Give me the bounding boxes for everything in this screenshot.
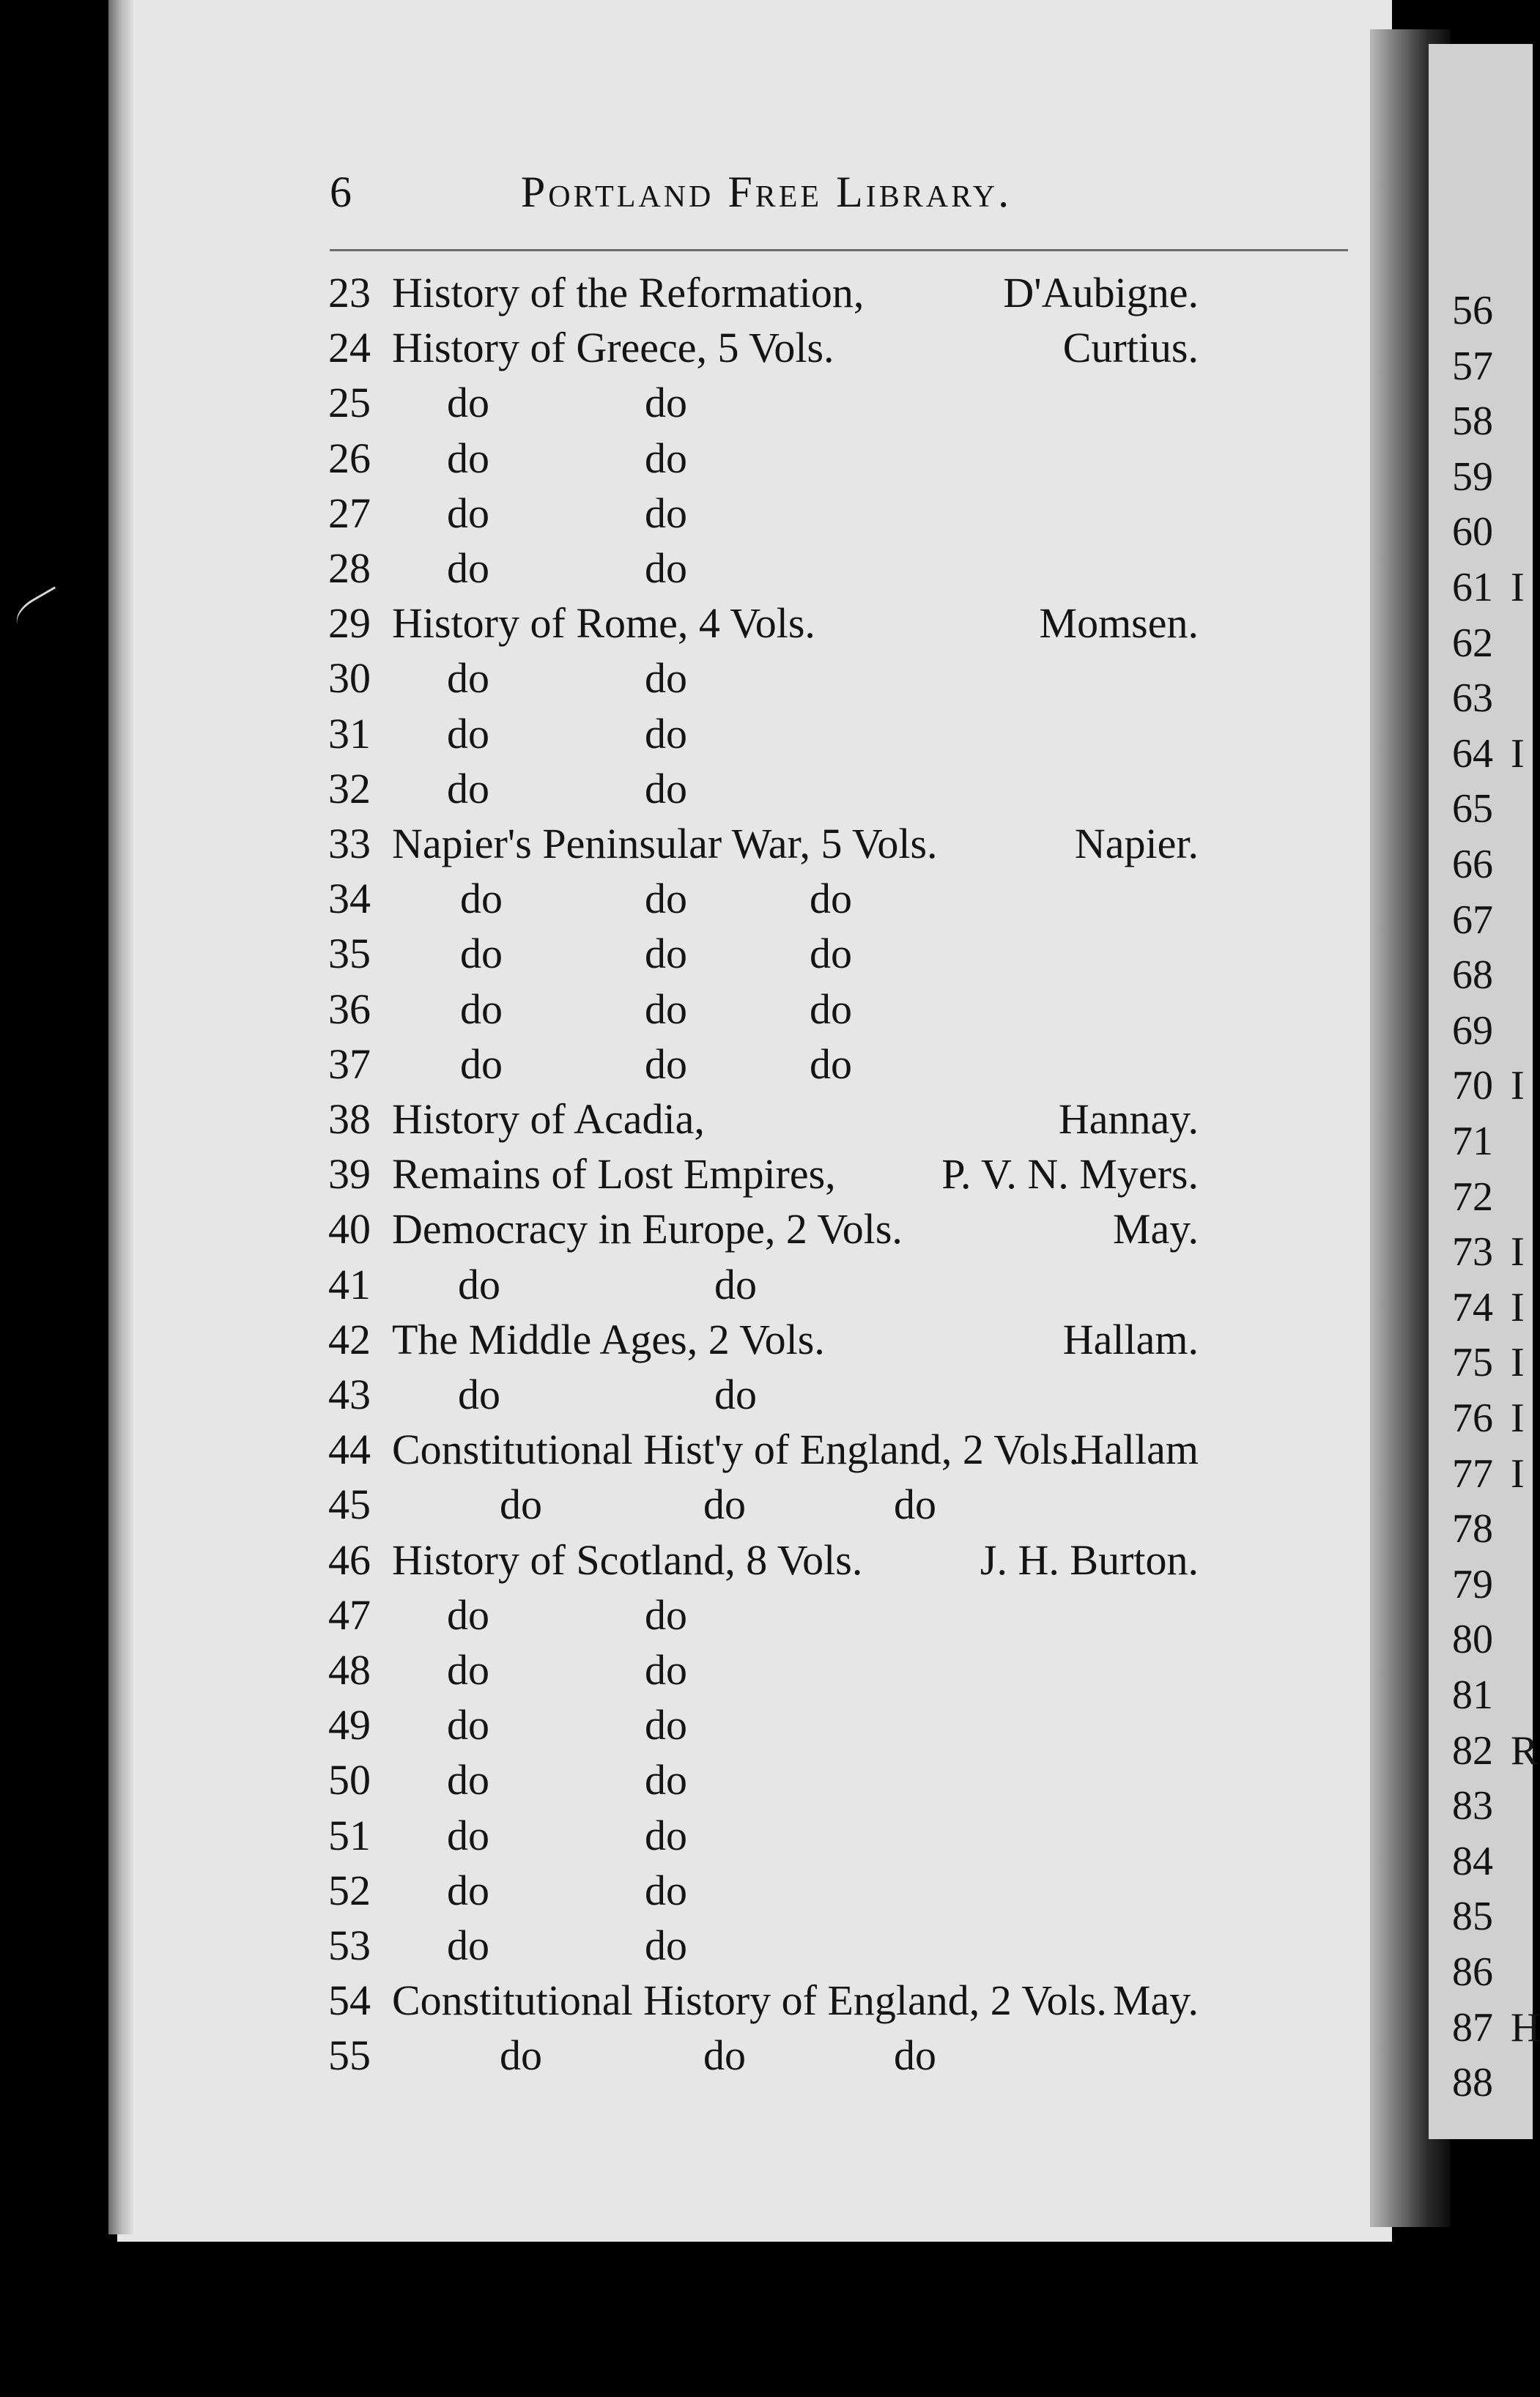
entry-title: Constitutional Hist'y of England, 2 Vols.: [392, 1426, 1079, 1474]
ditto-mark: do: [645, 875, 687, 923]
ditto-mark: do: [460, 985, 503, 1033]
entry-author: May.: [1112, 1976, 1199, 2025]
ditto-mark: do: [447, 1756, 489, 1804]
ditto-mark: do: [645, 985, 687, 1033]
ditto-mark: do: [447, 1811, 489, 1859]
facing-entry-fragment: I: [1511, 1340, 1525, 1386]
ditto-mark: do: [645, 1756, 687, 1804]
entry-number: 29: [328, 599, 371, 648]
entry-title: History of Acadia,: [392, 1095, 705, 1143]
ditto-mark: do: [645, 1701, 687, 1749]
facing-entry-number: 73: [1452, 1229, 1493, 1275]
ditto-mark: do: [447, 764, 489, 812]
ditto-mark: do: [645, 379, 687, 427]
facing-entry-number: 83: [1452, 1783, 1493, 1829]
entry-number: 51: [328, 1811, 371, 1859]
entry-number: 23: [328, 269, 371, 316]
ditto-mark: do: [645, 544, 687, 592]
facing-entry-number: 74: [1452, 1284, 1493, 1330]
entry-number: 37: [328, 1040, 371, 1088]
facing-entry-number: 67: [1452, 897, 1493, 943]
entry-number: 50: [328, 1756, 371, 1804]
ditto-mark: do: [447, 1922, 489, 1969]
ditto-mark: do: [810, 1040, 852, 1088]
entry-number: 36: [328, 985, 371, 1033]
facing-entry-number: 82: [1452, 1727, 1493, 1774]
ditto-mark: do: [645, 1811, 687, 1859]
facing-entry-number: 77: [1452, 1451, 1493, 1497]
ditto-mark: do: [500, 1481, 542, 1529]
ditto-mark: do: [645, 764, 687, 812]
ditto-mark: do: [714, 1260, 757, 1308]
entry-number: 46: [328, 1535, 371, 1584]
facing-entry-number: 71: [1452, 1119, 1493, 1164]
ditto-mark: do: [458, 1260, 500, 1308]
facing-entry-number: 69: [1452, 1007, 1493, 1053]
entry-number: 48: [328, 1646, 371, 1694]
facing-entry-fragment: I: [1511, 1396, 1525, 1441]
entry-number: 33: [328, 820, 371, 867]
entry-number: 31: [328, 709, 371, 757]
ditto-mark: do: [645, 489, 687, 537]
entry-title: Remains of Lost Empires,: [392, 1150, 836, 1198]
entry-author: Hannay.: [1058, 1095, 1199, 1143]
ditto-mark: do: [458, 1371, 500, 1418]
ditto-mark: do: [645, 930, 687, 978]
entry-number: 28: [328, 544, 371, 592]
ditto-mark: do: [645, 709, 687, 757]
facing-entry-number: 81: [1452, 1672, 1493, 1718]
entry-number: 40: [328, 1205, 371, 1253]
entry-number: 52: [328, 1866, 371, 1914]
facing-entry-number: 65: [1452, 786, 1493, 832]
entry-number: 38: [328, 1095, 371, 1143]
facing-entry-number: 59: [1452, 453, 1493, 500]
entry-title: Constitutional History of England, 2 Vols.: [392, 1976, 1107, 2025]
entry-author: D'Aubigne.: [1003, 269, 1199, 316]
facing-entry-fragment: I: [1511, 565, 1525, 610]
facing-entry-fragment: I: [1511, 1284, 1525, 1330]
facing-entry-fragment: I: [1511, 1063, 1525, 1109]
ditto-mark: do: [645, 1590, 687, 1639]
facing-entry-number: 62: [1452, 620, 1493, 666]
facing-entry-fragment: R: [1511, 1727, 1539, 1774]
entry-title: History of Rome, 4 Vols.: [392, 599, 815, 648]
entry-author: Curtius.: [1062, 324, 1199, 372]
facing-entry-number: 56: [1452, 288, 1493, 333]
ditto-mark: do: [894, 1481, 936, 1529]
running-head: Portland Free Library.: [520, 168, 1013, 216]
entry-number: 44: [328, 1426, 371, 1474]
facing-entry-number: 60: [1452, 509, 1493, 555]
ditto-mark: do: [500, 2031, 542, 2080]
entry-author: Momsen.: [1039, 599, 1199, 648]
ditto-mark: do: [645, 1646, 687, 1694]
ditto-mark: do: [645, 1922, 687, 1969]
entry-author: May.: [1112, 1205, 1199, 1253]
entry-number: 42: [328, 1315, 371, 1363]
ditto-mark: do: [447, 1590, 489, 1639]
entry-title: Napier's Peninsular War, 5 Vols.: [392, 820, 938, 867]
ditto-mark: do: [447, 1866, 489, 1914]
entry-number: 47: [328, 1590, 371, 1639]
entry-number: 55: [328, 2031, 371, 2080]
facing-entry-number: 61: [1452, 565, 1493, 610]
facing-entry-number: 86: [1452, 1949, 1493, 1995]
entry-author: Hallam: [1073, 1426, 1199, 1474]
facing-entry-number: 85: [1452, 1894, 1493, 1940]
facing-entry-number: 75: [1452, 1340, 1493, 1386]
ditto-mark: do: [645, 1866, 687, 1914]
facing-entry-number: 78: [1452, 1506, 1493, 1552]
entry-number: 41: [328, 1260, 371, 1308]
ditto-mark: do: [447, 1646, 489, 1694]
ditto-mark: do: [810, 985, 852, 1033]
entry-title: The Middle Ages, 2 Vols.: [392, 1315, 825, 1363]
ditto-mark: do: [460, 875, 503, 923]
entry-number: 27: [328, 489, 371, 537]
ditto-mark: do: [894, 2031, 936, 2080]
ditto-mark: do: [645, 654, 687, 703]
entry-number: 24: [328, 324, 371, 372]
ditto-mark: do: [447, 709, 489, 757]
ditto-mark: do: [447, 544, 489, 592]
facing-entry-fragment: I: [1511, 730, 1525, 777]
facing-entry-fragment: I: [1511, 1451, 1525, 1497]
facing-entry-number: 76: [1452, 1396, 1493, 1441]
facing-entry-fragment: I: [1511, 1229, 1525, 1275]
entry-number: 25: [328, 379, 371, 427]
ditto-mark: do: [714, 1371, 757, 1418]
entry-title: History of the Reformation,: [392, 269, 865, 316]
ditto-mark: do: [447, 489, 489, 537]
entry-author: Hallam.: [1062, 1315, 1199, 1363]
facing-entry-number: 87: [1452, 2004, 1493, 2050]
entry-number: 43: [328, 1371, 371, 1418]
entry-number: 49: [328, 1701, 371, 1749]
facing-entry-number: 68: [1452, 952, 1493, 999]
ditto-mark: do: [810, 875, 852, 923]
facing-entry-number: 66: [1452, 842, 1493, 887]
ditto-mark: do: [645, 1040, 687, 1088]
entry-number: 39: [328, 1150, 371, 1198]
entry-author: Napier.: [1074, 820, 1199, 867]
entry-number: 45: [328, 1481, 371, 1529]
ditto-mark: do: [703, 2031, 746, 2080]
entry-title: History of Scotland, 8 Vols.: [392, 1535, 863, 1584]
ditto-mark: do: [460, 1040, 503, 1088]
facing-entry-number: 57: [1452, 343, 1493, 389]
entry-title: Democracy in Europe, 2 Vols.: [392, 1205, 903, 1253]
entry-number: 35: [328, 930, 371, 978]
entry-number: 32: [328, 764, 371, 812]
ditto-mark: do: [460, 930, 503, 978]
entry-number: 26: [328, 434, 371, 482]
facing-entry-fragment: H: [1511, 2004, 1540, 2050]
ditto-mark: do: [703, 1481, 746, 1529]
facing-entry-number: 88: [1452, 2060, 1493, 2106]
ditto-mark: do: [645, 434, 687, 482]
entry-number: 34: [328, 875, 371, 923]
facing-entry-number: 84: [1452, 1838, 1493, 1884]
page-number: 6: [330, 168, 352, 216]
ditto-mark: do: [810, 930, 852, 978]
facing-entry-number: 70: [1452, 1063, 1493, 1109]
facing-entry-number: 79: [1452, 1561, 1493, 1607]
facing-entry-number: 63: [1452, 675, 1493, 722]
entry-number: 30: [328, 654, 371, 703]
entry-number: 54: [328, 1976, 371, 2025]
entry-number: 53: [328, 1922, 371, 1969]
ditto-mark: do: [447, 1701, 489, 1749]
ditto-mark: do: [447, 379, 489, 427]
facing-entry-number: 64: [1452, 730, 1493, 777]
facing-entry-number: 58: [1452, 399, 1493, 445]
ditto-mark: do: [447, 654, 489, 703]
ditto-mark: do: [447, 434, 489, 482]
facing-entry-number: 80: [1452, 1617, 1493, 1663]
entry-title: History of Greece, 5 Vols.: [392, 324, 834, 372]
entry-author: P. V. N. Myers.: [941, 1150, 1199, 1198]
facing-entry-number: 72: [1452, 1174, 1493, 1220]
entry-author: J. H. Burton.: [980, 1535, 1199, 1584]
